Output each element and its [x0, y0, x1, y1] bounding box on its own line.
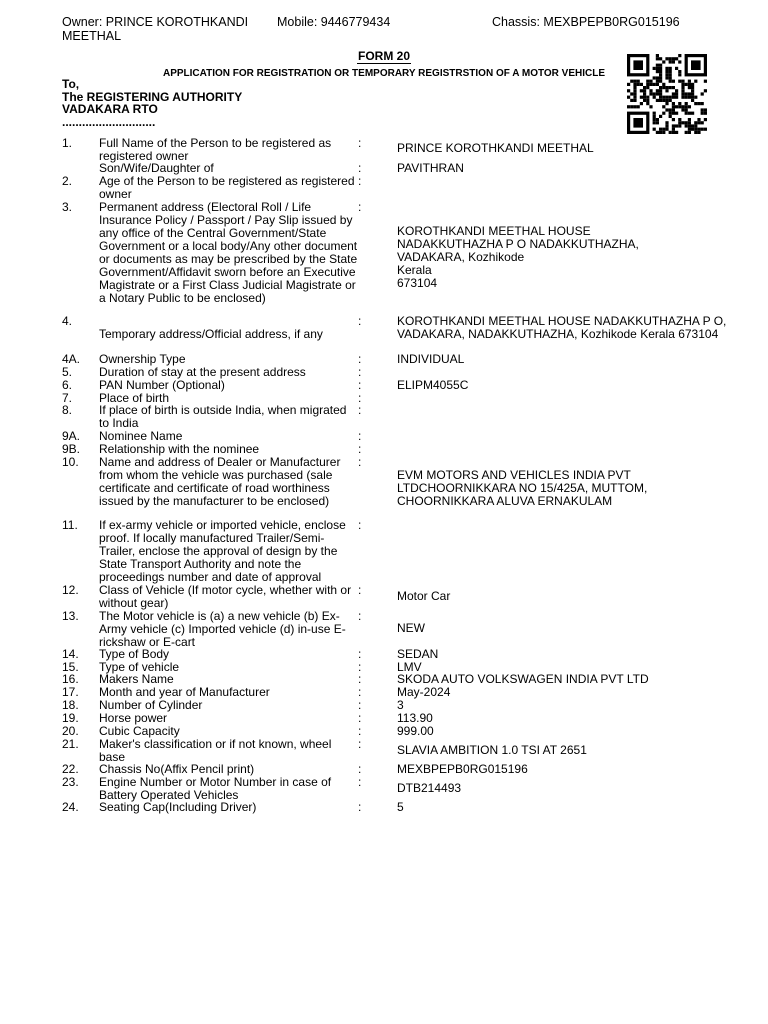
field-colon: :: [358, 429, 362, 443]
field-label: Number of Cylinder: [99, 698, 203, 712]
field-number: 2.: [62, 174, 73, 188]
field-number: 4A.: [62, 352, 81, 366]
field-value: 999.00: [397, 724, 434, 738]
field-label: Chassis No(Affix Pencil print): [99, 762, 255, 776]
field-number: 19.: [62, 711, 79, 725]
field-value: PRINCE KOROTHKANDI MEETHAL: [397, 141, 594, 155]
field-label: Full Name of the Person to be registered as registered owner: [99, 136, 332, 163]
field-number: 15.: [62, 660, 79, 674]
field-colon: :: [358, 518, 362, 532]
field-label: PAN Number (Optional): [99, 378, 225, 392]
field-label: The Motor vehicle is (a) a new vehicle (b) Ex-Army vehicle (c) Imported vehicle (d) in-use E-rickshaw or E-cart: [99, 609, 346, 649]
field-value: May-2024: [397, 685, 451, 699]
field-value: PAVITHRAN: [397, 161, 464, 175]
field-value: 3: [397, 698, 404, 712]
mobile-header: Mobile: 9446779434: [277, 15, 391, 29]
field-label: Ownership Type: [99, 352, 186, 366]
field-label: Class of Vehicle (If motor cycle, whether with or without gear): [99, 583, 352, 610]
field-label: Makers Name: [99, 672, 174, 686]
field-number: 21.: [62, 737, 79, 751]
field-colon: :: [358, 352, 362, 366]
field-label: Relationship with the nominee: [99, 442, 260, 456]
field-number: 8.: [62, 403, 73, 417]
field-number: 13.: [62, 609, 79, 623]
field-number: 18.: [62, 698, 79, 712]
field-colon: :: [358, 685, 362, 699]
field-number: 20.: [62, 724, 79, 738]
field-colon: :: [358, 378, 362, 392]
field-number: 9B.: [62, 442, 81, 456]
form-subtitle: APPLICATION FOR REGISTRATION OR TEMPORARY REGISTRSTION OF A MOTOR VEHICLE: [162, 68, 606, 79]
addressee-office: VADAKARA RTO: [62, 102, 158, 116]
field-value: NEW: [397, 621, 425, 635]
owner-header: Owner: PRINCE KOROTHKANDI MEETHAL: [62, 15, 249, 43]
field-colon: :: [358, 647, 362, 661]
field-label: Maker's classification or if not known, wheel base: [99, 737, 332, 764]
field-number: 5.: [62, 365, 73, 379]
field-value: KOROTHKANDI MEETHAL HOUSE NADAKKUTHAZHA P O NADAKKUTHAZHA, VADAKARA, Kozhikode Kerala 673104: [397, 224, 639, 290]
field-value: ELIPM4055C: [397, 378, 469, 392]
field-number: 10.: [62, 455, 79, 469]
field-value: KOROTHKANDI MEETHAL HOUSE NADAKKUTHAZHA P O, VADAKARA, NADAKKUTHAZHA, Kozhikode Kerala 673104: [397, 314, 727, 341]
field-label: Month and year of Manufacturer: [99, 685, 270, 699]
field-number: 14.: [62, 647, 79, 661]
field-number: 12.: [62, 583, 79, 597]
field-number: 11.: [62, 518, 78, 532]
field-label: Type of Body: [99, 647, 170, 661]
field-number: 3.: [62, 200, 73, 214]
field-label: If place of birth is outside India, when migrated to India: [99, 403, 347, 430]
field-number: 4.: [62, 314, 73, 328]
addressee-authority: The REGISTERING AUTHORITY: [62, 90, 243, 104]
field-value: 5: [397, 800, 404, 814]
field-colon: :: [358, 672, 362, 686]
field-label: Seating Cap(Including Driver): [99, 800, 257, 814]
field-label: Place of birth: [99, 391, 170, 405]
field-colon: :: [358, 698, 362, 712]
field-number: 22.: [62, 762, 79, 776]
field-colon: :: [358, 711, 362, 725]
field-value: SLAVIA AMBITION 1.0 TSI AT 2651: [397, 743, 587, 757]
field-number: 23.: [62, 775, 79, 789]
field-label: Duration of stay at the present address: [99, 365, 306, 379]
chassis-header: Chassis: MEXBPEPB0RG015196: [492, 15, 680, 29]
field-colon: :: [358, 161, 362, 175]
field-colon: :: [358, 775, 362, 789]
field-colon: :: [358, 762, 362, 776]
field-label: Temporary address/Official address, if any: [99, 327, 323, 341]
field-value: EVM MOTORS AND VEHICLES INDIA PVT LTDCHOORNIKKARA NO 15/425A, MUTTOM, CHOORNIKKARA ALUVA ERNAKULAM: [397, 468, 648, 508]
field-colon: :: [358, 403, 362, 417]
field-label: If ex-army vehicle or imported vehicle, enclose proof. If locally manufactured Trailer/Semi-Trailer, enclose the approval of design by the State Transport Authority and note the proceedings number and date of approval: [99, 518, 346, 584]
field-colon: :: [358, 737, 362, 751]
field-value: SKODA AUTO VOLKSWAGEN INDIA PVT LTD: [397, 672, 649, 686]
field-number: 1.: [62, 136, 73, 150]
field-label: Engine Number or Motor Number in case of Battery Operated Vehicles: [99, 775, 332, 802]
field-label: Son/Wife/Daughter of: [99, 161, 214, 175]
field-colon: :: [358, 583, 362, 597]
field-label: Name and address of Dealer or Manufacturer from whom the vehicle was purchased (sale certificate and certificate of road worthiness issued by the manufacturer to be enclosed): [99, 455, 341, 508]
field-colon: :: [358, 200, 362, 214]
field-value: DTB214493: [397, 781, 462, 795]
field-number: 6.: [62, 378, 73, 392]
field-value: Motor Car: [397, 589, 451, 603]
field-value: LMV: [397, 660, 422, 674]
field-value: 113.90: [397, 711, 433, 725]
field-value: MEXBPEPB0RG015196: [397, 762, 528, 776]
field-number: 7.: [62, 391, 73, 405]
field-colon: :: [358, 660, 362, 674]
field-label: Permanent address (Electoral Roll / Life Insurance Policy / Passport / Pay Slip issued by any office of the Central Government/State Government or a local body/Any other document or documents as may be prescribed by the State Government/Affidavit sworn before an Executive Magistrate or a First Class Judicial Magistrate or a Notary Public to be enclosed): [99, 200, 358, 305]
field-colon: :: [358, 365, 362, 379]
qr-code-icon: [624, 54, 710, 134]
field-colon: :: [358, 391, 362, 405]
field-value: SEDAN: [397, 647, 439, 661]
field-label: Type of vehicle: [99, 660, 180, 674]
field-colon: :: [358, 724, 362, 738]
field-number: 17.: [62, 685, 79, 699]
field-label: Cubic Capacity: [99, 724, 180, 738]
field-colon: :: [358, 136, 362, 150]
field-value: INDIVIDUAL: [397, 352, 465, 366]
field-colon: :: [358, 455, 362, 469]
field-label: Horse power: [99, 711, 168, 725]
form-title-text: FORM 20: [357, 49, 410, 63]
field-label: Nominee Name: [99, 429, 183, 443]
field-label: Age of the Person to be registered as registered owner: [99, 174, 355, 201]
field-colon: :: [358, 442, 362, 456]
addressee-dots: ............................: [62, 115, 156, 129]
field-number: 16.: [62, 672, 79, 686]
field-number: 9A.: [62, 429, 81, 443]
field-colon: :: [358, 800, 362, 814]
addressee-to: To,: [62, 77, 80, 91]
field-colon: :: [358, 174, 362, 188]
field-number: 24.: [62, 800, 79, 814]
field-colon: :: [358, 314, 362, 328]
field-colon: :: [358, 609, 362, 623]
